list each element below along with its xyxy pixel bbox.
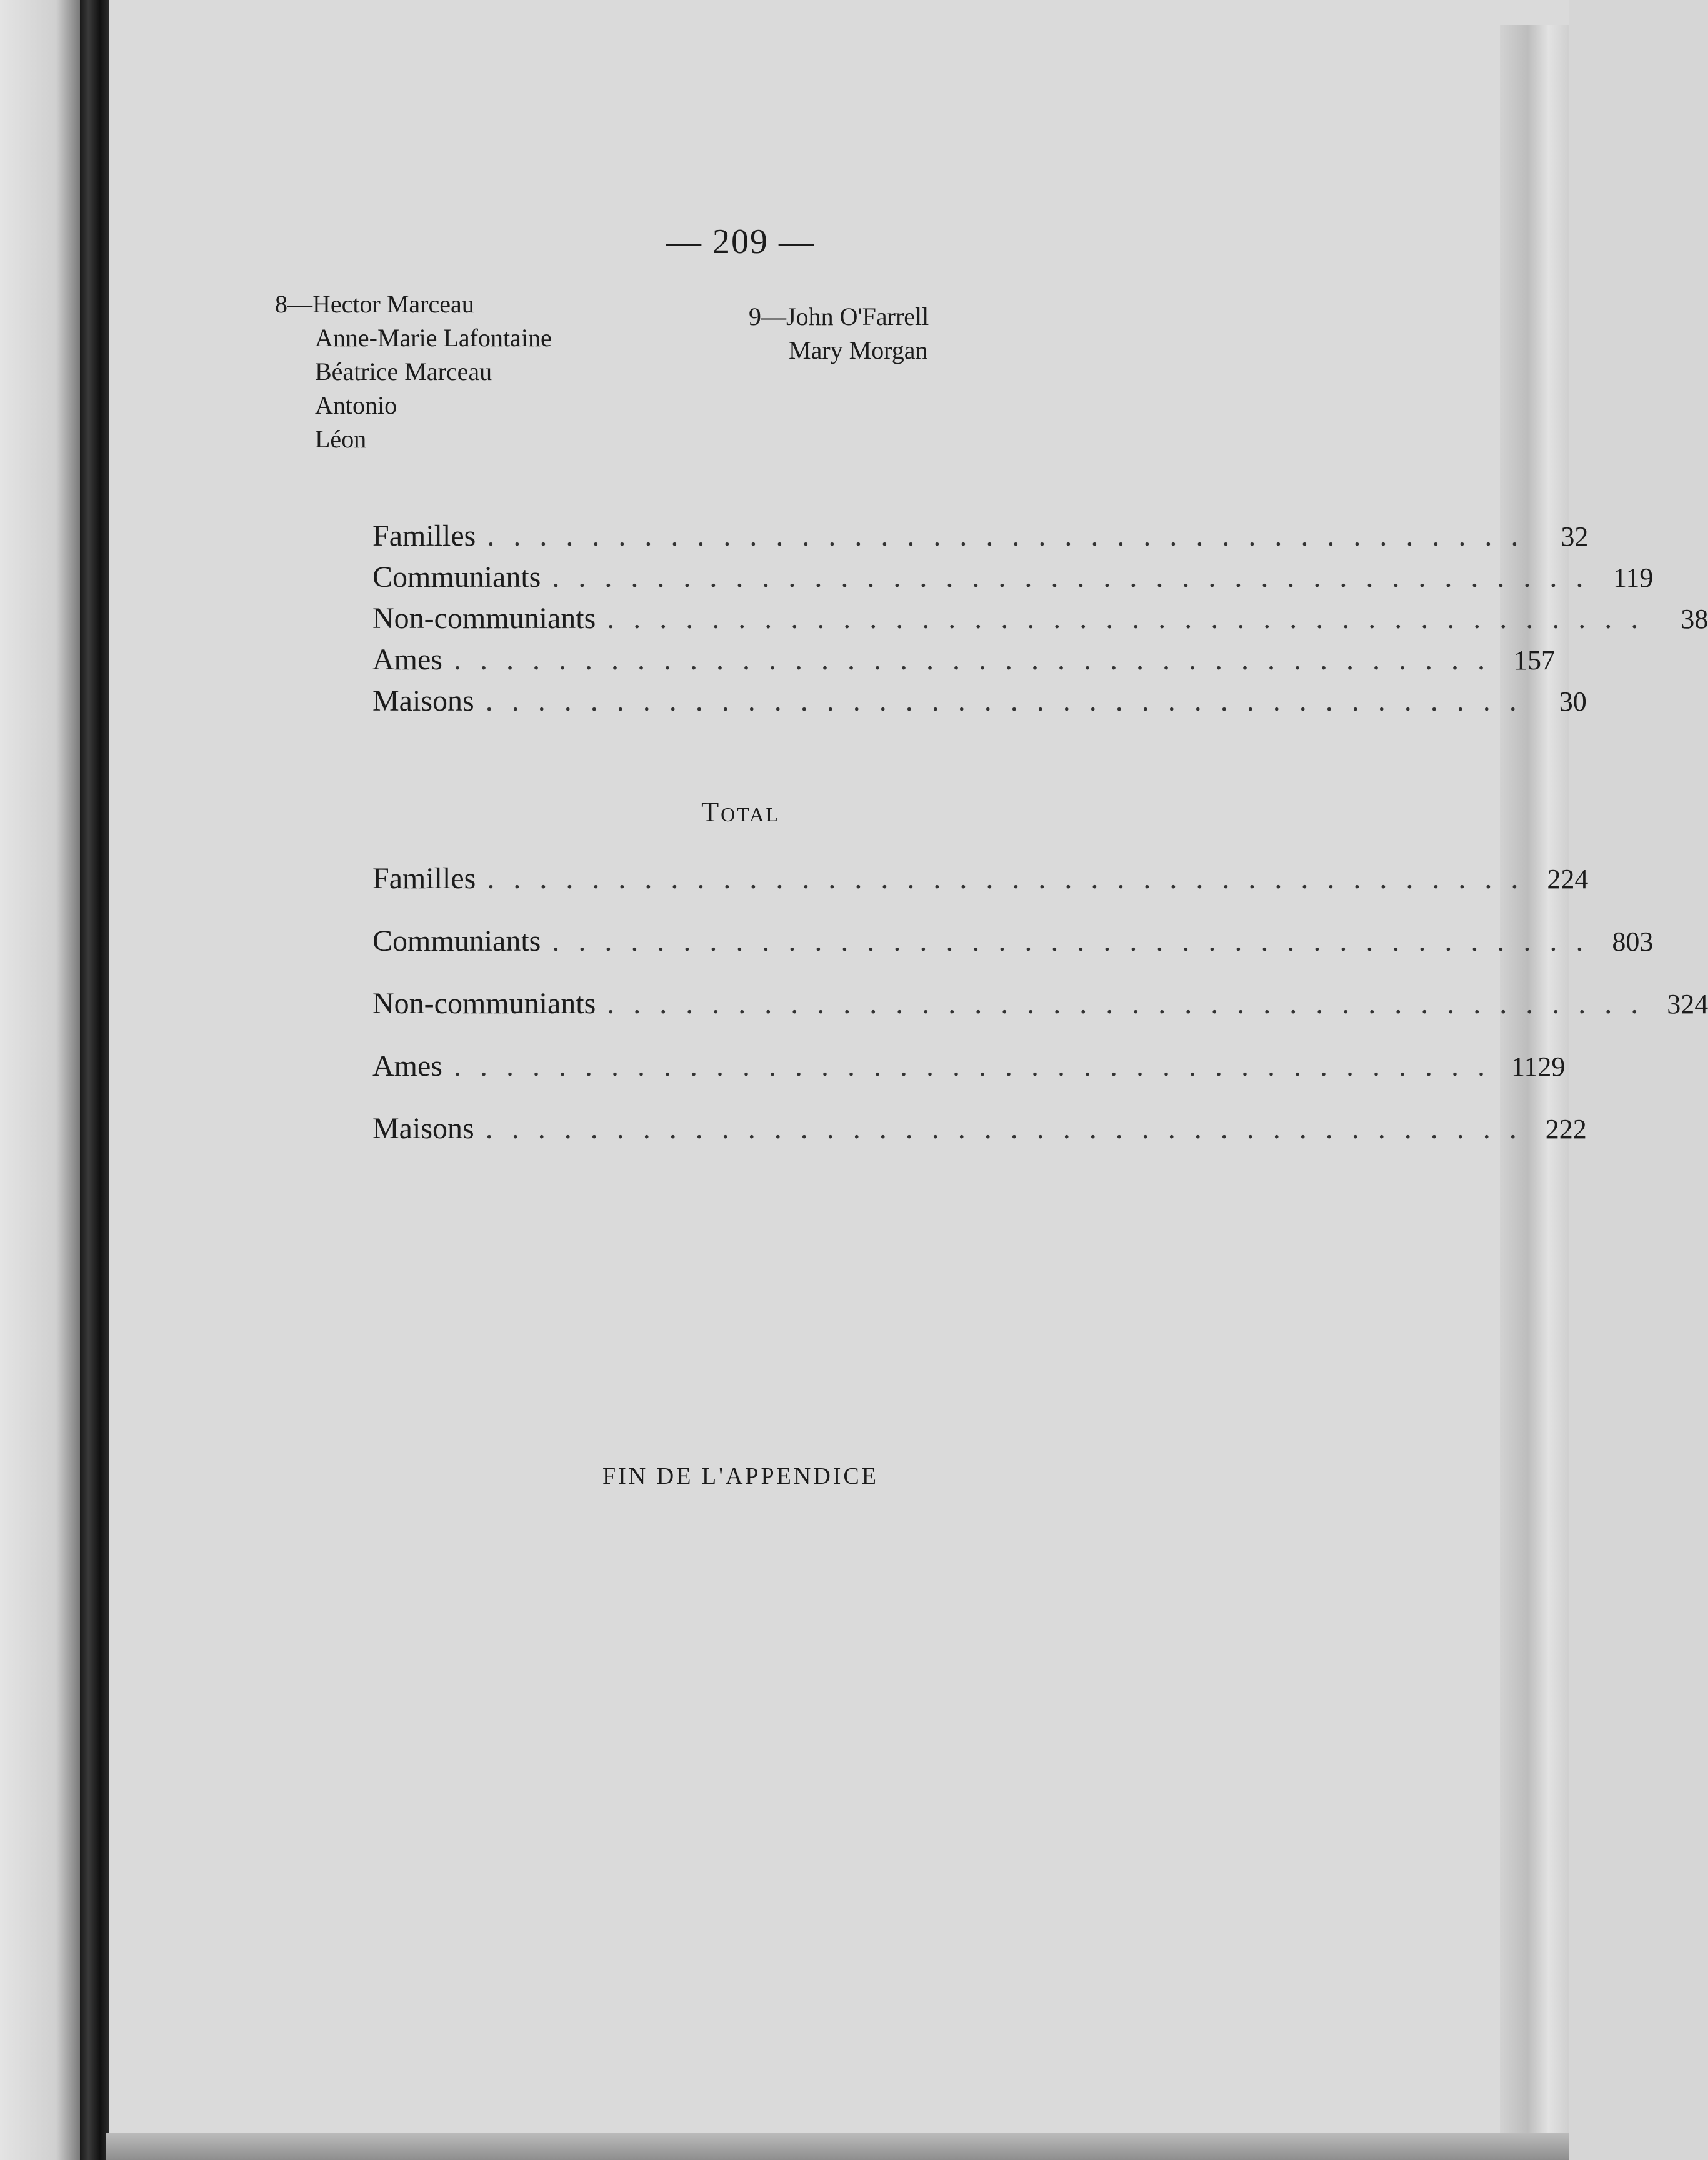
stats-label: Communiants xyxy=(372,924,541,958)
leader-dots: ........................................ xyxy=(453,643,1504,676)
stats-row xyxy=(372,560,1654,601)
family-entry xyxy=(275,288,552,456)
stats-row xyxy=(372,642,1555,684)
stats-row xyxy=(372,861,1589,924)
stats-label: Maisons xyxy=(372,1112,474,1145)
total-table xyxy=(372,861,1708,1174)
family-member: Mary Morgan xyxy=(789,336,928,364)
stats-label: Non-communiants xyxy=(372,602,596,635)
stats-value: 157 xyxy=(1513,645,1555,676)
leader-dots: ........................................ xyxy=(487,519,1537,552)
leader-dots: ........................................ xyxy=(607,987,1657,1020)
stats-value: 224 xyxy=(1547,864,1589,894)
family-member: Anne-Marie Lafontaine xyxy=(315,324,552,352)
stats-value: 1129 xyxy=(1511,1051,1566,1082)
stats-label: Communiants xyxy=(372,561,541,594)
stats-label: Familles xyxy=(372,862,476,895)
family-member: Léon xyxy=(315,425,367,453)
stats-row xyxy=(372,601,1708,642)
stats-row xyxy=(372,519,1589,560)
subtotal-table xyxy=(372,519,1708,725)
stats-label: Non-communiants xyxy=(372,987,596,1020)
leader-dots: ........................................ xyxy=(552,561,1602,594)
stats-value: 30 xyxy=(1559,686,1587,717)
leader-dots: ........................................ xyxy=(485,684,1536,718)
end-of-appendix: FIN DE L'APPENDICE xyxy=(602,1463,879,1489)
family-head: 8—Hector Marceau xyxy=(275,290,474,318)
stats-label: Familles xyxy=(372,519,476,552)
stats-value: 38 xyxy=(1681,604,1708,634)
family-member: Antonio xyxy=(315,391,397,419)
total-heading: Total xyxy=(701,796,780,828)
stats-label: Ames xyxy=(372,643,442,676)
stats-value: 324 xyxy=(1667,989,1708,1019)
stats-label: Ames xyxy=(372,1049,442,1082)
stats-value: 222 xyxy=(1545,1114,1587,1144)
leader-dots: ........................................ xyxy=(552,924,1602,958)
stats-value: 803 xyxy=(1612,926,1654,957)
stats-row xyxy=(372,924,1654,986)
family-entry xyxy=(749,300,929,368)
page-bottom-edge xyxy=(106,2132,1569,2160)
family-member: Béatrice Marceau xyxy=(315,358,492,386)
stats-row xyxy=(372,986,1708,1049)
book-binding xyxy=(80,0,109,2160)
leader-dots: ........................................ xyxy=(485,1112,1536,1145)
leader-dots: ........................................ xyxy=(607,602,1657,635)
stats-row xyxy=(372,684,1587,725)
stats-row xyxy=(372,1111,1587,1174)
facing-page-edge xyxy=(0,0,80,2160)
stats-label: Maisons xyxy=(372,684,474,718)
leader-dots: ........................................ xyxy=(487,862,1537,895)
page-stack-edge xyxy=(1500,25,1569,2160)
stats-value: 32 xyxy=(1561,521,1589,552)
family-head: 9—John O'Farrell xyxy=(749,302,929,331)
stats-row xyxy=(372,1049,1566,1111)
stats-value: 119 xyxy=(1612,562,1654,593)
page-number: — 209 — xyxy=(666,222,815,261)
leader-dots: ........................................ xyxy=(453,1049,1504,1082)
